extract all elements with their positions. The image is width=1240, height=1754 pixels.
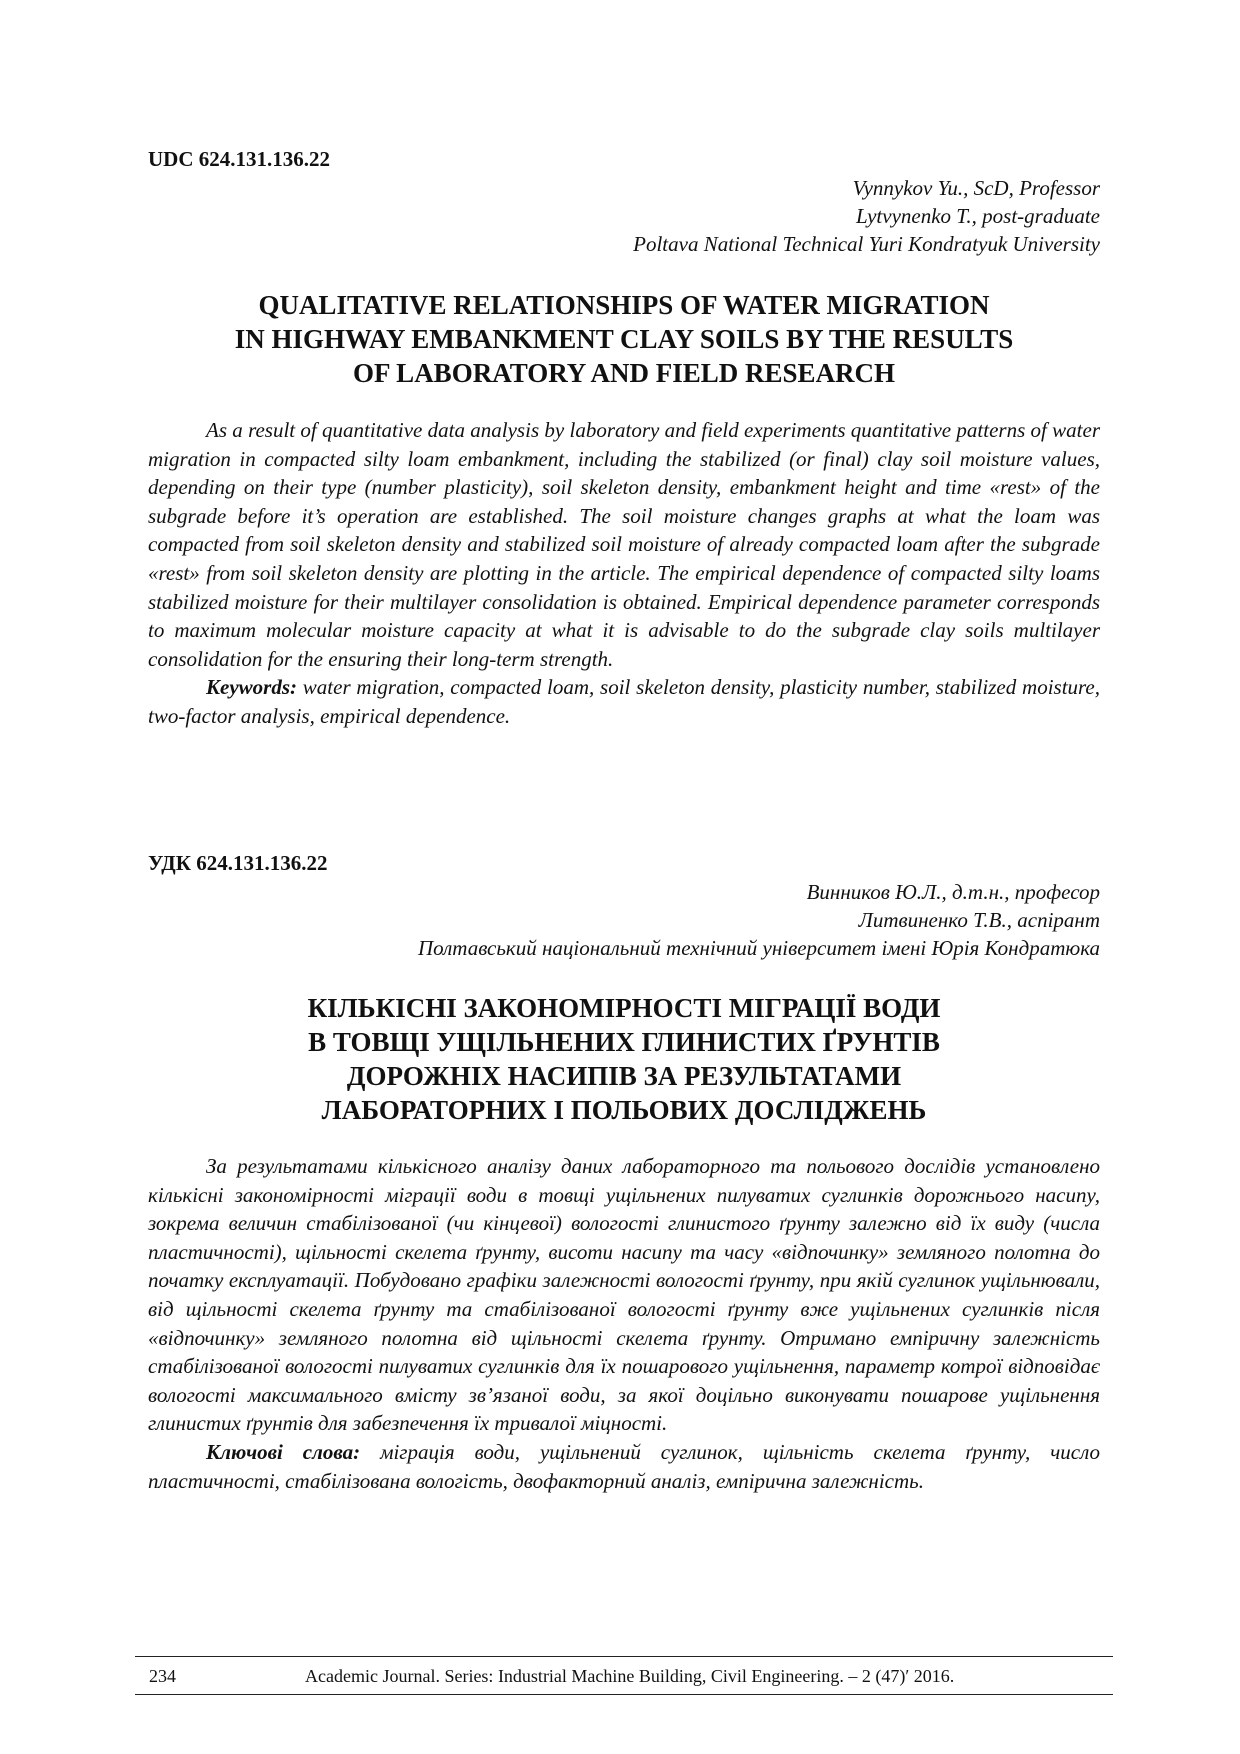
keywords-paragraph (148, 1438, 1100, 1495)
footer-bottom-rule (135, 1694, 1113, 1695)
author-line: Винников Ю.Л., д.т.н., професор (806, 880, 1100, 904)
affiliation-line: Poltava National Technical Yuri Kondratyuk University (633, 232, 1100, 256)
abstract-text: As a result of quantitative data analysis by laboratory and field experiments quantitative patterns of water migration in compacted silty loam embankment, including the stabilized (or final) clay soil moisture values, depending on their type (number plasticity), soil skeleton density, embankment height and time «rest» of the subgrade before it’s operation are established. The soil moisture changes graphs at what the loam was compacted from soil skeleton density and stabilized soil moisture of already compacted loam after the subgrade «rest» from soil skeleton density are plotting in the article. The empirical dependence of compacted silty loams stabilized moisture for their multilayer consolidation is obtained. Empirical dependence parameter corresponds to maximum molecular moisture capacity at what it is advisable to do the subgrade clay soils multilayer consolidation for the ensuring their long-term strength. (148, 418, 1100, 671)
paper-title-uk (148, 991, 1100, 1127)
footer-top-rule (135, 1656, 1113, 1657)
authors-en (633, 174, 1100, 258)
title-line: В ТОВЩІ УЩІЛЬНЕНИХ ГЛИНИСТИХ ҐРУНТІВ (308, 1027, 940, 1057)
title-line: IN HIGHWAY EMBANKMENT CLAY SOILS BY THE RESULTS (234, 324, 1014, 354)
abstract-en (148, 416, 1100, 731)
abstract-text: За результатами кількісного аналізу даних лабораторного та польового дослідів установлено кількісні закономірності міграції води в товщі ущільнених пилуватих суглинків дорожнього насипу, зокрема величин стабілізованої (чи кінцевої) вологості глинистого ґрунту залежно від їх виду (числа пластичності), щільності скелета ґрунту, висоти насипу та часу «відпочинку» земляного полотна до початку експлуатації. Побудовано графіки залежності вологості ґрунту, при якій суглинок ущільнювали, від щільності скелета ґрунту та стабілізованої вологості ґрунту вже ущільнених суглинків після «відпочинку» земляного полотна від щільності скелета ґрунту. Отримано емпіричну залежність стабілізованої вологості пилуватих суглинків для їх пошарового ущільнення, параметр котрої відповідає вологості максимального вмісту зв’язаної води, за якої доцільно виконувати пошарове ущільнення глинистих ґрунтів для забезпечення їх тривалої міцності. (148, 1154, 1100, 1436)
udc-code-en: UDC 624.131.136.22 (148, 147, 330, 171)
journal-citation: Academic Journal. Series: Industrial Machine Building, Civil Engineering. – 2 (47)′ 2016. (305, 1666, 955, 1686)
title-line: OF LABORATORY AND FIELD RESEARCH (352, 358, 896, 388)
keywords-label: Ключові слова: (206, 1439, 361, 1464)
affiliation-line: Полтавський національний технічний університет імені Юрія Кондратюка (417, 936, 1100, 960)
keywords-text: міграція води, ущільнений суглинок, щільність скелета ґрунту, число пластичності, стабілізована вологість, двофакторний аналіз, емпірична залежність. (148, 1439, 1100, 1493)
title-line: QUALITATIVE RELATIONSHIPS OF WATER MIGRATION (258, 290, 990, 320)
author-line: Литвиненко Т.В., аспірант (858, 908, 1100, 932)
page-number: 234 (149, 1666, 176, 1686)
author-line: Lytvynenko T., post-graduate (856, 204, 1100, 228)
paper-title-en (148, 288, 1100, 390)
keywords-label: Keywords: (206, 675, 297, 700)
author-line: Vynnykov Yu., ScD, Professor (852, 176, 1100, 200)
title-line: ДОРОЖНІХ НАСИПІВ ЗА РЕЗУЛЬТАТАМИ (346, 1061, 902, 1091)
keywords-text: water migration, compacted loam, soil skeleton density, plasticity number, stabilized moisture, two-factor analysis, empirical dependence. (148, 675, 1100, 728)
title-line: ЛАБОРАТОРНИХ І ПОЛЬОВИХ ДОСЛІДЖЕНЬ (321, 1095, 927, 1125)
keywords-paragraph (148, 673, 1100, 730)
title-line: КІЛЬКІСНІ ЗАКОНОМІРНОСТІ МІГРАЦІЇ ВОДИ (307, 993, 941, 1023)
udc-code-uk: УДК 624.131.136.22 (148, 851, 328, 875)
abstract-uk (148, 1152, 1100, 1495)
authors-uk (418, 878, 1100, 962)
